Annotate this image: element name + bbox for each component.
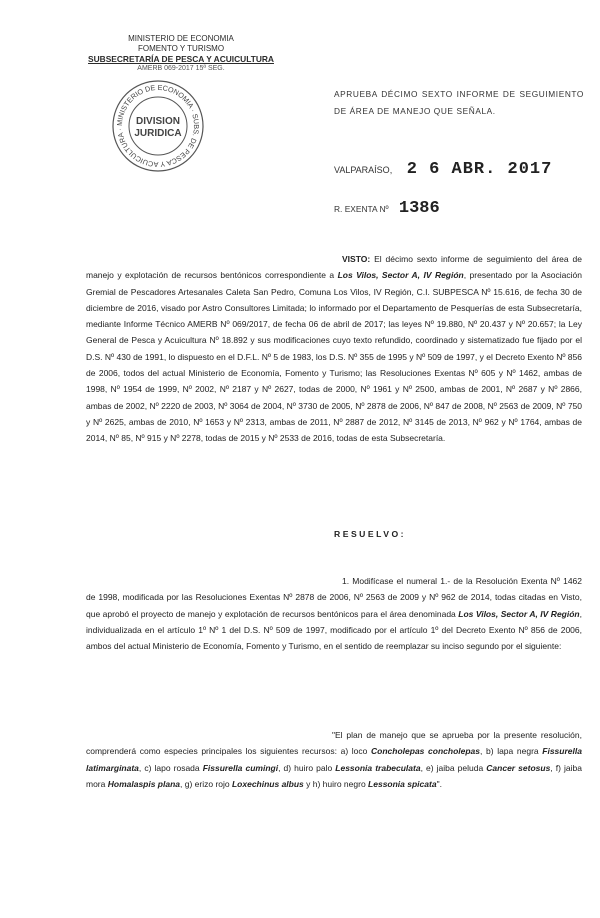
seal-line-1: DIVISION: [136, 116, 180, 127]
seal-line-2: JURIDICA: [134, 128, 182, 139]
resuelvo-heading: RESUELVO:: [334, 529, 406, 539]
exenta-label: R. EXENTA Nº: [334, 204, 389, 214]
resolution-subject: APRUEBA DÉCIMO SEXTO INFORME DE SEGUIMIENTO DE ÁREA DE MANEJO QUE SEÑALA.: [334, 89, 584, 116]
visto-text: El décimo sexto informe de seguimiento del área de manejo y explotación de recursos bentónicos correspondiente a: [86, 254, 582, 281]
letterhead: [86, 34, 276, 74]
ministry-name: MINISTERIO DE ECONOMIA: [128, 34, 234, 43]
species-name: Lessonia trabeculata: [335, 762, 421, 773]
species-name: Homalaspis plana: [107, 778, 181, 789]
quote-text: , c) lapo rosada: [138, 762, 203, 773]
species-name: Cancer setosus: [486, 762, 551, 773]
quoted-replacement-text: [86, 727, 582, 792]
species-name: Fissurella cumingi: [202, 762, 279, 773]
subsecretaria-name: SUBSECRETARÍA DE PESCA Y ACUICULTURA: [88, 54, 274, 64]
ministry-name-2: FOMENTO Y TURISMO: [137, 44, 225, 53]
species-name: Loxechinus albus: [231, 778, 304, 789]
article-text-2: , individualizada en el artículo 1º Nº 1 del D.S. Nº 509 de 1997, modificado por el artículo 1º del Decreto Exento Nº 856 de 2006, ambos del actual Ministerio de Economía, Fomento y Turismo, en el sentido de reemplazar su inciso segundo por el siguiente:: [86, 608, 582, 652]
quote-text: , b) lapa negra: [480, 746, 543, 757]
visto-text-2: , presentado por la Asociación Gremial de Pescadores Artesanales Caleta San Pedro, Comuna Los Vilos, IV Región, C.I. SUBPESCA Nº 15.616, de fecha 30 de diciembre de 2016, visado por Astro Consultores Limitada; lo informado por el Departamento de Pesquerías de esta Subsecretaría, mediante Informe Técnico AMERB Nº 069/2017, de fecha 06 de abril de 2017; las leyes Nº 19.880, Nº 20.437 y Nº 20.657; la Ley General de Pesca y Acuicultura Nº 18.892 y sus modificaciones cuyo texto refundido, coordinado y sistematizado fue fijado por el D.S. Nº 430 de 1991, lo dispuesto en el D.F.L. Nº 5 de 1983, los D.S. Nº 355 de 1995 y Nº 509 de 1997, y el Decreto Exento Nº 856 de 2006, todos del actual Ministerio de Economía, Fomento y Turismo; las Resoluciones Exentas Nº 605 y Nº 1462, ambas de 1998, Nº 1954 de 1999, Nº 2002, Nº 2187 y Nº 2627, todas de 2000, Nº 1961 y Nº 2500, ambas de 2001, Nº 2687 y Nº 2866, ambas de 2002, Nº 2220 de 2003, Nº 3064 de 2004, Nº 3730 de 2005, Nº 2878 de 2006, Nº 847 de 2008, Nº 2563 de 2009, Nº 750 y Nº 2625, ambas de 2010, Nº 1653 y Nº 2313, ambas de 2011, Nº 2887 de 2012, Nº 3145 de 2013, Nº 962 y Nº 1764, ambas de 2014, Nº 85, Nº 915 y Nº 2278, todas de 2015 y Nº 2533 de 2016, todas de esta Subsecretaría.: [86, 270, 582, 444]
seal-ring-text: MINISTERIO DE ECONOMIA · SUBS. DE PESCA Y ACUICULTURA ·: [114, 82, 202, 170]
quote-text: y h) huiro negro: [303, 778, 369, 789]
article-area-name: Los Vilos, Sector A, IV Región: [458, 608, 580, 619]
visto-lead: VISTO:: [342, 254, 371, 264]
division-juridica-seal: [110, 78, 206, 174]
article-text: Modifícase el numeral 1.- de la Resolución Exenta Nº 1462 de 1998, modificada por las Resoluciones Exentas Nº 2878 de 2006, Nº 2563 de 2009 y Nº 962 de 2014, todas citadas en Visto, que aprobó el proyecto de manejo y explotación de recursos bentónicos para el área denominada: [86, 576, 582, 619]
visto-paragraph: [86, 251, 582, 447]
reference-code: AMERB 069-2017 15ª SEG.: [137, 65, 225, 72]
exenta-number: 1386: [398, 199, 440, 218]
quote-text: "El plan de manejo que se aprueba por la presente resolución, comprenderá como especies principales los siguientes recursos: a) loco: [86, 730, 582, 757]
quote-text: , e) jaiba peluda: [420, 762, 487, 773]
date-place: VALPARAÍSO,: [334, 165, 393, 175]
species-name: Concholepas concholepas: [371, 746, 480, 757]
resolution-article-1: [86, 573, 582, 654]
quote-text: , f) jaiba mora: [86, 762, 582, 789]
species-name: Fissurella latimarginata: [86, 746, 582, 773]
date-stamp: 2 6 ABR. 2017: [406, 160, 553, 179]
article-number: 1.: [342, 576, 350, 586]
visto-area-name: Los Vilos, Sector A, IV Región: [337, 270, 464, 281]
date-line: [334, 160, 552, 179]
species-name: Lessonia spicata: [368, 778, 437, 789]
quote-text: , d) huiro palo: [278, 762, 336, 773]
quote-text: , g) erizo rojo: [180, 778, 232, 789]
resolution-number: [334, 199, 440, 218]
quote-text: ".: [436, 778, 442, 789]
